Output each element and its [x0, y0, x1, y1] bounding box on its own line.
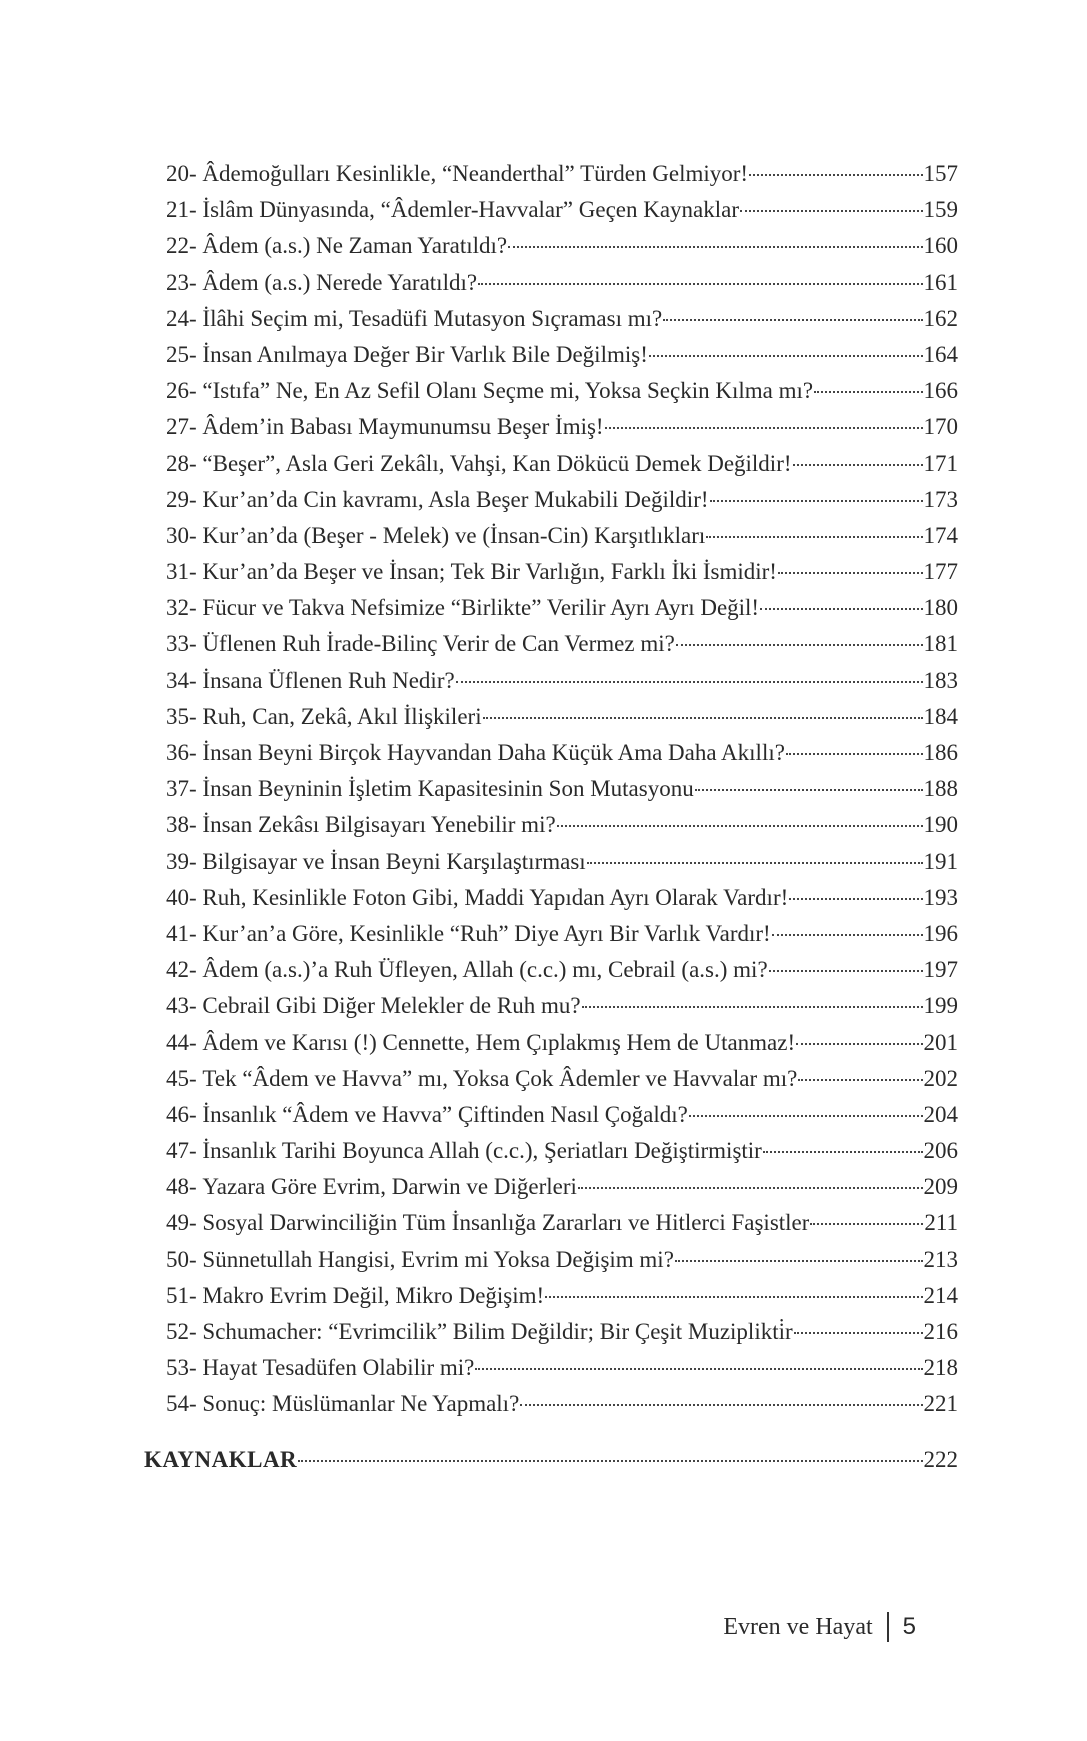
- entry-number: 23-: [166, 269, 197, 295]
- toc-entry[interactable]: [166, 988, 958, 1024]
- toc-entry[interactable]: [166, 1314, 958, 1350]
- entry-title: İnsanlık Tarihi Boyunca Allah (c.c.), Şeriatları Değiştirmiştir: [202, 1138, 762, 1164]
- entry-number: 52-: [166, 1319, 197, 1344]
- toc-entry[interactable]: [166, 1205, 958, 1241]
- dot-leader: [508, 246, 922, 248]
- entry-number: 20-: [166, 161, 197, 186]
- entry-title: “Beşer”, Asla Geri Zekâlı, Vahşi, Kan Dökücü Demek Değildir!: [202, 450, 792, 476]
- toc-entry[interactable]: [166, 952, 958, 988]
- entry-title: Hayat Tesadüfen Olabilir mi?: [202, 1355, 475, 1381]
- toc-entry[interactable]: [166, 1097, 958, 1133]
- toc-entry[interactable]: [166, 771, 958, 807]
- entry-page-number: 211: [924, 1210, 958, 1236]
- entry-page-number: 204: [923, 1101, 958, 1127]
- entry-title: Âdem (a.s.) Ne Zaman Yaratıldı?: [202, 233, 508, 259]
- toc-entry[interactable]: [166, 1350, 958, 1386]
- entry-title: Üflenen Ruh İrade-Bilinç Verir de Can Vermez mi?: [202, 631, 675, 657]
- toc-entry[interactable]: [166, 1061, 958, 1097]
- dot-leader: [740, 210, 922, 212]
- dot-leader: [760, 608, 922, 610]
- toc-entry-kaynaklar[interactable]: [144, 1442, 958, 1478]
- dot-leader: [814, 391, 922, 393]
- entry-page-number: 201: [923, 1029, 958, 1055]
- dot-leader: [793, 464, 923, 466]
- entry-title: Âdemoğulları Kesinlikle, “Neanderthal” Türden Gelmiyor!: [202, 161, 749, 186]
- toc-entry[interactable]: [166, 1169, 958, 1205]
- entry-title: Makro Evrim Değil, Mikro Değişim!: [202, 1282, 545, 1308]
- entry-title: Âdem ve Karısı (!) Cennette, Hem Çıplakmış Hem de Utanmaz!: [202, 1029, 796, 1055]
- entry-title: Sünnetullah Hangisi, Evrim mi Yoksa Değişim mi?: [202, 1246, 674, 1272]
- entry-number: 34-: [166, 667, 197, 693]
- entry-page-number: 213: [923, 1246, 958, 1272]
- entry-number: 32-: [166, 595, 197, 621]
- entry-title: İnsanlık “Âdem ve Havva” Çiftinden Nasıl Çoğaldı?: [202, 1101, 688, 1127]
- page-number: 5: [902, 1613, 916, 1640]
- entry-number: 29-: [166, 486, 197, 512]
- kaynaklar-page: 222: [923, 1447, 958, 1472]
- entry-page-number: 164: [923, 341, 958, 367]
- toc-entry[interactable]: [166, 482, 958, 518]
- dot-leader: [710, 500, 923, 502]
- toc-entry[interactable]: [166, 807, 958, 843]
- toc-entry[interactable]: [166, 192, 958, 228]
- dot-leader: [749, 174, 922, 176]
- toc-entry[interactable]: [166, 228, 958, 264]
- toc-entry[interactable]: [166, 1386, 958, 1422]
- entry-title: Sosyal Darwinciliğin Tüm İnsanlığa Zararları ve Hitlerci Faşistler: [202, 1210, 810, 1236]
- dot-leader: [695, 789, 923, 791]
- entry-title: Schumacher: “Evrimcilik” Bilim Değildir; Bir Çeşit Muziplikti̇r: [202, 1319, 793, 1344]
- entry-number: 45-: [166, 1065, 197, 1091]
- entry-title: İslâm Dünyasında, “Âdemler-Havvalar” Geçen Kaynaklar: [202, 197, 740, 223]
- entry-number: 24-: [166, 305, 197, 331]
- entry-title: Sonuç: Müslümanlar Ne Yapmalı?: [202, 1391, 520, 1417]
- entry-number: 38-: [166, 812, 197, 838]
- toc-entry[interactable]: [166, 735, 958, 771]
- entry-number: 49-: [166, 1210, 197, 1236]
- dot-leader: [689, 1115, 923, 1117]
- kaynaklar-title: KAYNAKLAR: [144, 1447, 298, 1472]
- toc-entry[interactable]: [166, 337, 958, 373]
- entry-page-number: 160: [923, 233, 958, 259]
- entry-page-number: 188: [923, 776, 958, 802]
- entry-number: 42-: [166, 957, 197, 983]
- entry-number: 54-: [166, 1391, 197, 1417]
- entry-number: 37-: [166, 776, 197, 802]
- entry-page-number: 157: [923, 161, 958, 186]
- toc-entry[interactable]: [166, 1133, 958, 1169]
- dot-leader: [675, 1260, 923, 1262]
- entry-number: 28-: [166, 450, 197, 476]
- dot-leader: [789, 898, 922, 900]
- toc-entry[interactable]: [166, 1025, 958, 1061]
- entry-page-number: 183: [923, 667, 958, 693]
- toc-entry[interactable]: [166, 446, 958, 482]
- entry-number: 21-: [166, 197, 197, 223]
- dot-leader: [810, 1223, 923, 1225]
- toc-entry[interactable]: [166, 844, 958, 880]
- dot-leader: [456, 681, 923, 683]
- entry-number: 50-: [166, 1246, 197, 1272]
- entry-number: 46-: [166, 1101, 197, 1127]
- entry-title: Cebrail Gibi Diğer Melekler de Ruh mu?: [202, 993, 581, 1019]
- entry-page-number: 218: [923, 1355, 958, 1381]
- entry-title: İlâhi Seçim mi, Tesadüfi Mutasyon Sıçraması mı?: [202, 305, 663, 331]
- page-footer: [723, 1612, 916, 1642]
- entry-page-number: 159: [923, 197, 958, 223]
- dot-leader: [663, 319, 922, 321]
- entry-number: 40-: [166, 884, 197, 910]
- toc-entry[interactable]: [166, 518, 958, 554]
- entry-number: 36-: [166, 740, 197, 765]
- entry-page-number: 196: [923, 920, 958, 946]
- entry-number: 39-: [166, 848, 197, 874]
- entry-page-number: 161: [923, 269, 958, 295]
- entry-number: 43-: [166, 993, 197, 1019]
- dot-leader: [605, 427, 923, 429]
- dot-leader: [578, 1187, 923, 1189]
- entry-title: Ruh, Can, Zekâ, Akıl İlişkileri: [202, 703, 482, 729]
- toc-entry[interactable]: [166, 699, 958, 735]
- toc-entry[interactable]: [166, 1242, 958, 1278]
- entry-number: 48-: [166, 1174, 197, 1200]
- entry-number: 53-: [166, 1355, 197, 1381]
- toc-entry[interactable]: [166, 626, 958, 662]
- entry-title: Kur’an’a Göre, Kesinlikle “Ruh” Diye Ayrı Bir Varlık Vardır!: [202, 920, 771, 946]
- entry-title: İnsana Üflenen Ruh Nedir?: [202, 667, 455, 693]
- toc-entry[interactable]: [166, 663, 958, 699]
- entry-title: Bilgisayar ve İnsan Beyni Karşılaştırması: [202, 848, 586, 874]
- entry-page-number: 177: [923, 559, 958, 585]
- dot-leader: [520, 1404, 922, 1406]
- entry-page-number: 193: [923, 884, 958, 910]
- dot-leader: [582, 1006, 923, 1008]
- entry-title: Kur’an’da Beşer ve İnsan; Tek Bir Varlığın, Farklı İki İsmidir!: [202, 559, 777, 585]
- entry-number: 41-: [166, 920, 197, 946]
- entry-number: 33-: [166, 631, 197, 657]
- entry-page-number: 199: [923, 993, 958, 1019]
- entry-number: 22-: [166, 233, 197, 259]
- dot-leader: [557, 825, 923, 827]
- entry-title: İnsan Beyninin İşletim Kapasitesinin Son Mutasyonu: [202, 776, 694, 802]
- toc-entry[interactable]: [166, 916, 958, 952]
- dot-leader: [796, 1043, 922, 1045]
- dot-leader: [676, 644, 923, 646]
- toc-entry[interactable]: [166, 265, 958, 301]
- entry-number: 31-: [166, 559, 197, 585]
- entry-title: Âdem (a.s.) Nerede Yaratıldı?: [202, 269, 478, 295]
- entry-title: Fücur ve Takva Nefsimize “Birlikte” Verilir Ayrı Ayrı Değil!: [202, 595, 760, 621]
- entry-page-number: 166: [923, 378, 958, 404]
- entry-page-number: 171: [923, 450, 958, 476]
- table-of-contents: [166, 156, 958, 1423]
- toc-entry[interactable]: [166, 1278, 958, 1314]
- entry-page-number: 170: [923, 414, 958, 440]
- entry-page-number: 191: [923, 848, 958, 874]
- dot-leader: [706, 536, 922, 538]
- entry-page-number: 209: [923, 1174, 958, 1200]
- dot-leader: [649, 355, 923, 357]
- entry-page-number: 181: [923, 631, 958, 657]
- entry-number: 30-: [166, 522, 197, 548]
- entry-title: Ruh, Kesinlikle Foton Gibi, Maddi Yapıdan Ayrı Olarak Vardır!: [202, 884, 789, 910]
- entry-number: 35-: [166, 703, 197, 729]
- dot-leader: [587, 862, 923, 864]
- entry-page-number: 221: [923, 1391, 958, 1417]
- dot-leader: [763, 1151, 923, 1153]
- dot-leader: [483, 717, 923, 719]
- entry-page-number: 173: [923, 486, 958, 512]
- entry-page-number: 206: [923, 1138, 958, 1164]
- entry-page-number: 180: [923, 595, 958, 621]
- dot-leader: [786, 753, 923, 755]
- dot-leader: [794, 1332, 923, 1334]
- entry-page-number: 186: [923, 740, 958, 765]
- entry-page-number: 214: [923, 1282, 958, 1308]
- entry-number: 51-: [166, 1282, 197, 1308]
- toc-entry[interactable]: [166, 373, 958, 409]
- dot-leader: [545, 1296, 922, 1298]
- dot-leader: [772, 934, 923, 936]
- entry-title: Âdem (a.s.)’a Ruh Üfleyen, Allah (c.c.) mı, Cebrail (a.s.) mi?: [202, 957, 768, 983]
- dot-leader: [769, 970, 923, 972]
- toc-entry[interactable]: [166, 156, 958, 192]
- toc-entry[interactable]: [166, 301, 958, 337]
- entry-title: İnsan Anılmaya Değer Bir Varlık Bile Değilmiş!: [202, 341, 648, 367]
- entry-title: İnsan Zekâsı Bilgisayarı Yenebilir mi?: [202, 812, 556, 838]
- entry-page-number: 202: [923, 1065, 958, 1091]
- entry-title: Kur’an’da Cin kavramı, Asla Beşer Mukabili Değildir!: [202, 486, 709, 512]
- entry-title: Yazara Göre Evrim, Darwin ve Diğerleri: [202, 1174, 577, 1200]
- entry-number: 47-: [166, 1138, 197, 1164]
- book-title: Evren ve Hayat: [723, 1613, 873, 1640]
- entry-page-number: 174: [923, 522, 958, 548]
- dot-leader: [298, 1460, 922, 1462]
- toc-entry[interactable]: [166, 409, 958, 445]
- entry-page-number: 197: [923, 957, 958, 983]
- dot-leader: [798, 1079, 922, 1081]
- toc-entry[interactable]: [166, 880, 958, 916]
- entry-title: Âdem’in Babası Maymunumsu Beşer İmiş!: [202, 414, 604, 440]
- footer-divider: [887, 1612, 889, 1642]
- entry-number: 26-: [166, 378, 197, 404]
- dot-leader: [478, 283, 922, 285]
- entry-page-number: 190: [923, 812, 958, 838]
- dot-leader: [475, 1368, 922, 1370]
- toc-entry[interactable]: [166, 554, 958, 590]
- entry-page-number: 216: [923, 1319, 958, 1344]
- entry-title: “Istıfa” Ne, En Az Sefil Olanı Seçme mi, Yoksa Seçkin Kılma mı?: [202, 378, 814, 404]
- entry-title: Tek “Âdem ve Havva” mı, Yoksa Çok Âdemler ve Havvalar mı?: [202, 1065, 798, 1091]
- toc-entry[interactable]: [166, 590, 958, 626]
- entry-number: 25-: [166, 341, 197, 367]
- entry-page-number: 184: [923, 703, 958, 729]
- entry-number: 27-: [166, 414, 197, 440]
- entry-page-number: 162: [923, 305, 958, 331]
- entry-title: İnsan Beyni Birçok Hayvandan Daha Küçük Ama Daha Akıllı?: [202, 740, 785, 765]
- entry-title: Kur’an’da (Beşer - Melek) ve (İnsan-Cin) Karşıtlıkları: [202, 522, 706, 548]
- dot-leader: [778, 572, 923, 574]
- entry-number: 44-: [166, 1029, 197, 1055]
